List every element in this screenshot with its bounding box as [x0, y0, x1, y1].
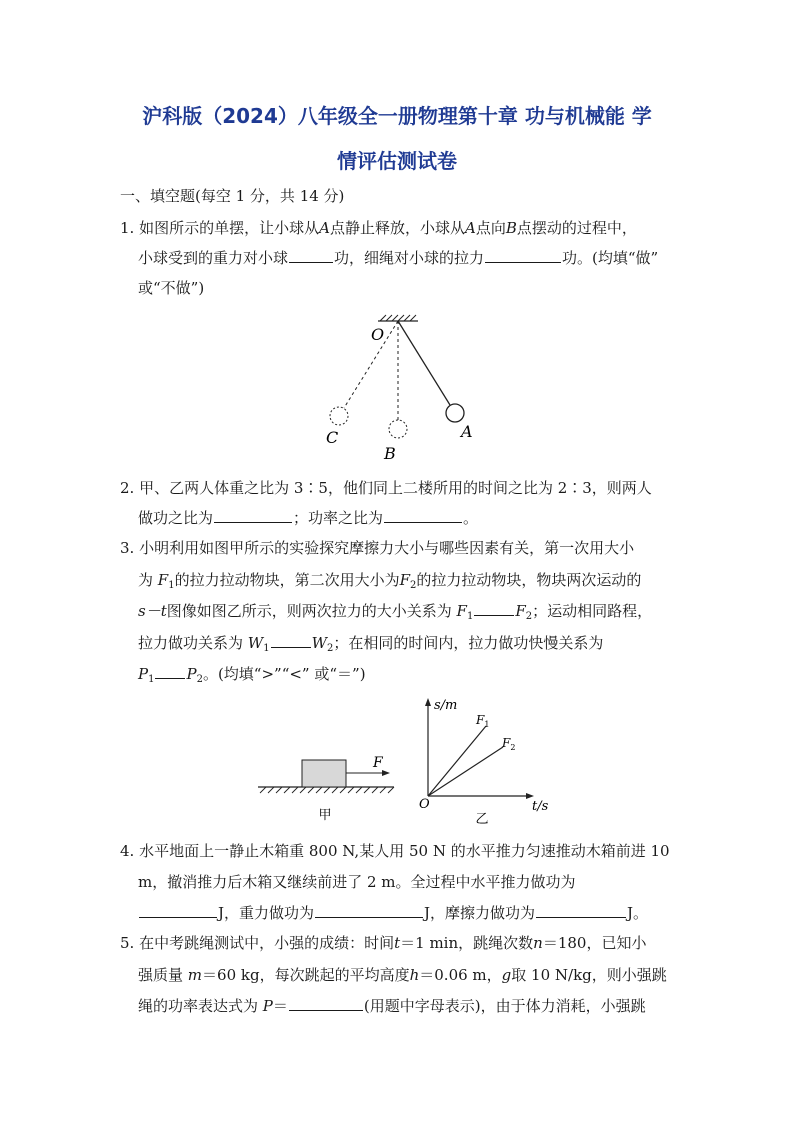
figure-jia — [256, 740, 406, 824]
string-to-a — [398, 321, 450, 405]
q3-line-4: 拉力做功关系为 $W_1$ $W_2$；在相同的时间内，拉力做功快慢关系为 — [138, 634, 604, 654]
q2-number: 2. — [120, 479, 135, 497]
q3-line-5: $P_1$ $P_2$。(均填“>”“<” 或“＝”) — [138, 665, 366, 685]
q3-line-3: s－t图像如图乙所示，则两次拉力的大小关系为 $F_1$ $F_2$；运动相同路程， — [138, 602, 653, 622]
ball-a — [446, 404, 464, 422]
label-b: B — [384, 444, 396, 463]
force-label: F — [373, 755, 383, 771]
q3-blank-1[interactable] — [474, 601, 514, 616]
q1-line-1: 1. 如图所示的单摆，让小球从A点静止释放，小球从A点向B点摆动的过程中， — [120, 219, 637, 237]
figure-yi-st-graph — [410, 692, 570, 828]
q5-blank-1[interactable] — [289, 996, 363, 1011]
caption-jia: 甲 — [318, 808, 332, 823]
line-f2 — [428, 747, 503, 796]
q3-line-2: 为 $F_1$的拉力拉动物块，第二次用大小为$F_2$的拉力拉动物块，物块两次运动的 — [138, 571, 642, 591]
label-f2: $F_2$ — [502, 736, 516, 752]
title-line-2: 情评估测试卷 — [337, 149, 457, 173]
title-line-1: 沪科版（2024）八年级全一册物理第十章 功与机械能 学 — [142, 104, 652, 128]
q1-number: 1. — [120, 219, 135, 237]
q5-line-3: 绳的功率表达式为 P＝ (用题中字母表示)，由于体力消耗，小强跳 — [138, 997, 646, 1015]
ball-b — [389, 420, 407, 438]
q2-blank-2[interactable] — [384, 508, 462, 523]
q5-number: 5. — [120, 934, 135, 952]
q4-line-2: m，撤消推力后木箱又继续前进了 2 m。全过程中水平推力做功为 — [138, 873, 576, 891]
force-arrow-head — [382, 770, 390, 776]
q2-line-1: 2. 甲、乙两人体重之比为 3∶5，他们同上二楼所用的时间之比为 2∶3，则两人 — [120, 479, 652, 497]
q3-blank-2[interactable] — [271, 633, 311, 648]
label-c: C — [326, 428, 339, 447]
label-o: O — [371, 325, 385, 344]
x-axis-label: t/s — [532, 799, 549, 814]
q4-line-1: 4. 水平地面上一静止木箱重 800 N,某人用 50 N 的水平推力匀速推动木箱前进 10 — [120, 842, 670, 860]
y-axis-label: s/m — [434, 698, 458, 713]
q3-line-1: 3. 小明利用如图甲所示的实验探究摩擦力大小与哪些因素有关，第一次用大小 — [120, 539, 635, 557]
q3-blank-3[interactable] — [155, 664, 185, 679]
ground-hatch — [260, 787, 394, 793]
caption-yi: 乙 — [475, 812, 489, 827]
q4-blank-1[interactable] — [139, 903, 217, 918]
ceiling-hatch — [380, 315, 416, 321]
y-axis-arrow — [425, 698, 431, 706]
q4-blank-3[interactable] — [536, 903, 626, 918]
pendulum-figure — [310, 306, 490, 466]
q4-line-3: J，重力做功为 J，摩擦力做功为 J。 — [138, 903, 648, 923]
label-f1: $F_1$ — [476, 713, 490, 729]
q5-line-2: 强质量 m＝60 kg，每次跳起的平均高度h＝0.06 m，g取 10 N/kg，则小强跳 — [138, 966, 667, 984]
label-a: A — [461, 422, 473, 441]
ball-c — [330, 407, 348, 425]
section-heading: 一、填空题(每空 1 分，共 14 分) — [120, 187, 345, 205]
block — [302, 760, 346, 787]
q2-blank-1[interactable] — [214, 508, 292, 523]
q1-blank-1[interactable] — [289, 248, 333, 263]
q4-number: 4. — [120, 842, 135, 860]
line-f1 — [428, 726, 486, 796]
origin-label: O — [419, 797, 430, 812]
q2-line-2: 做功之比为 ；功率之比为 。 — [138, 509, 479, 527]
q3-number: 3. — [120, 539, 135, 557]
q5-line-1: 5. 在中考跳绳测试中，小强的成绩：时间t＝1 min，跳绳次数n＝180，已知小 — [120, 934, 647, 952]
q1-line-3: 或“不做”) — [138, 279, 205, 297]
q4-blank-2[interactable] — [315, 903, 423, 918]
q1-blank-2[interactable] — [485, 248, 561, 263]
q1-line-2: 小球受到的重力对小球 功，细绳对小球的拉力 功。(均填“做” — [138, 249, 659, 267]
